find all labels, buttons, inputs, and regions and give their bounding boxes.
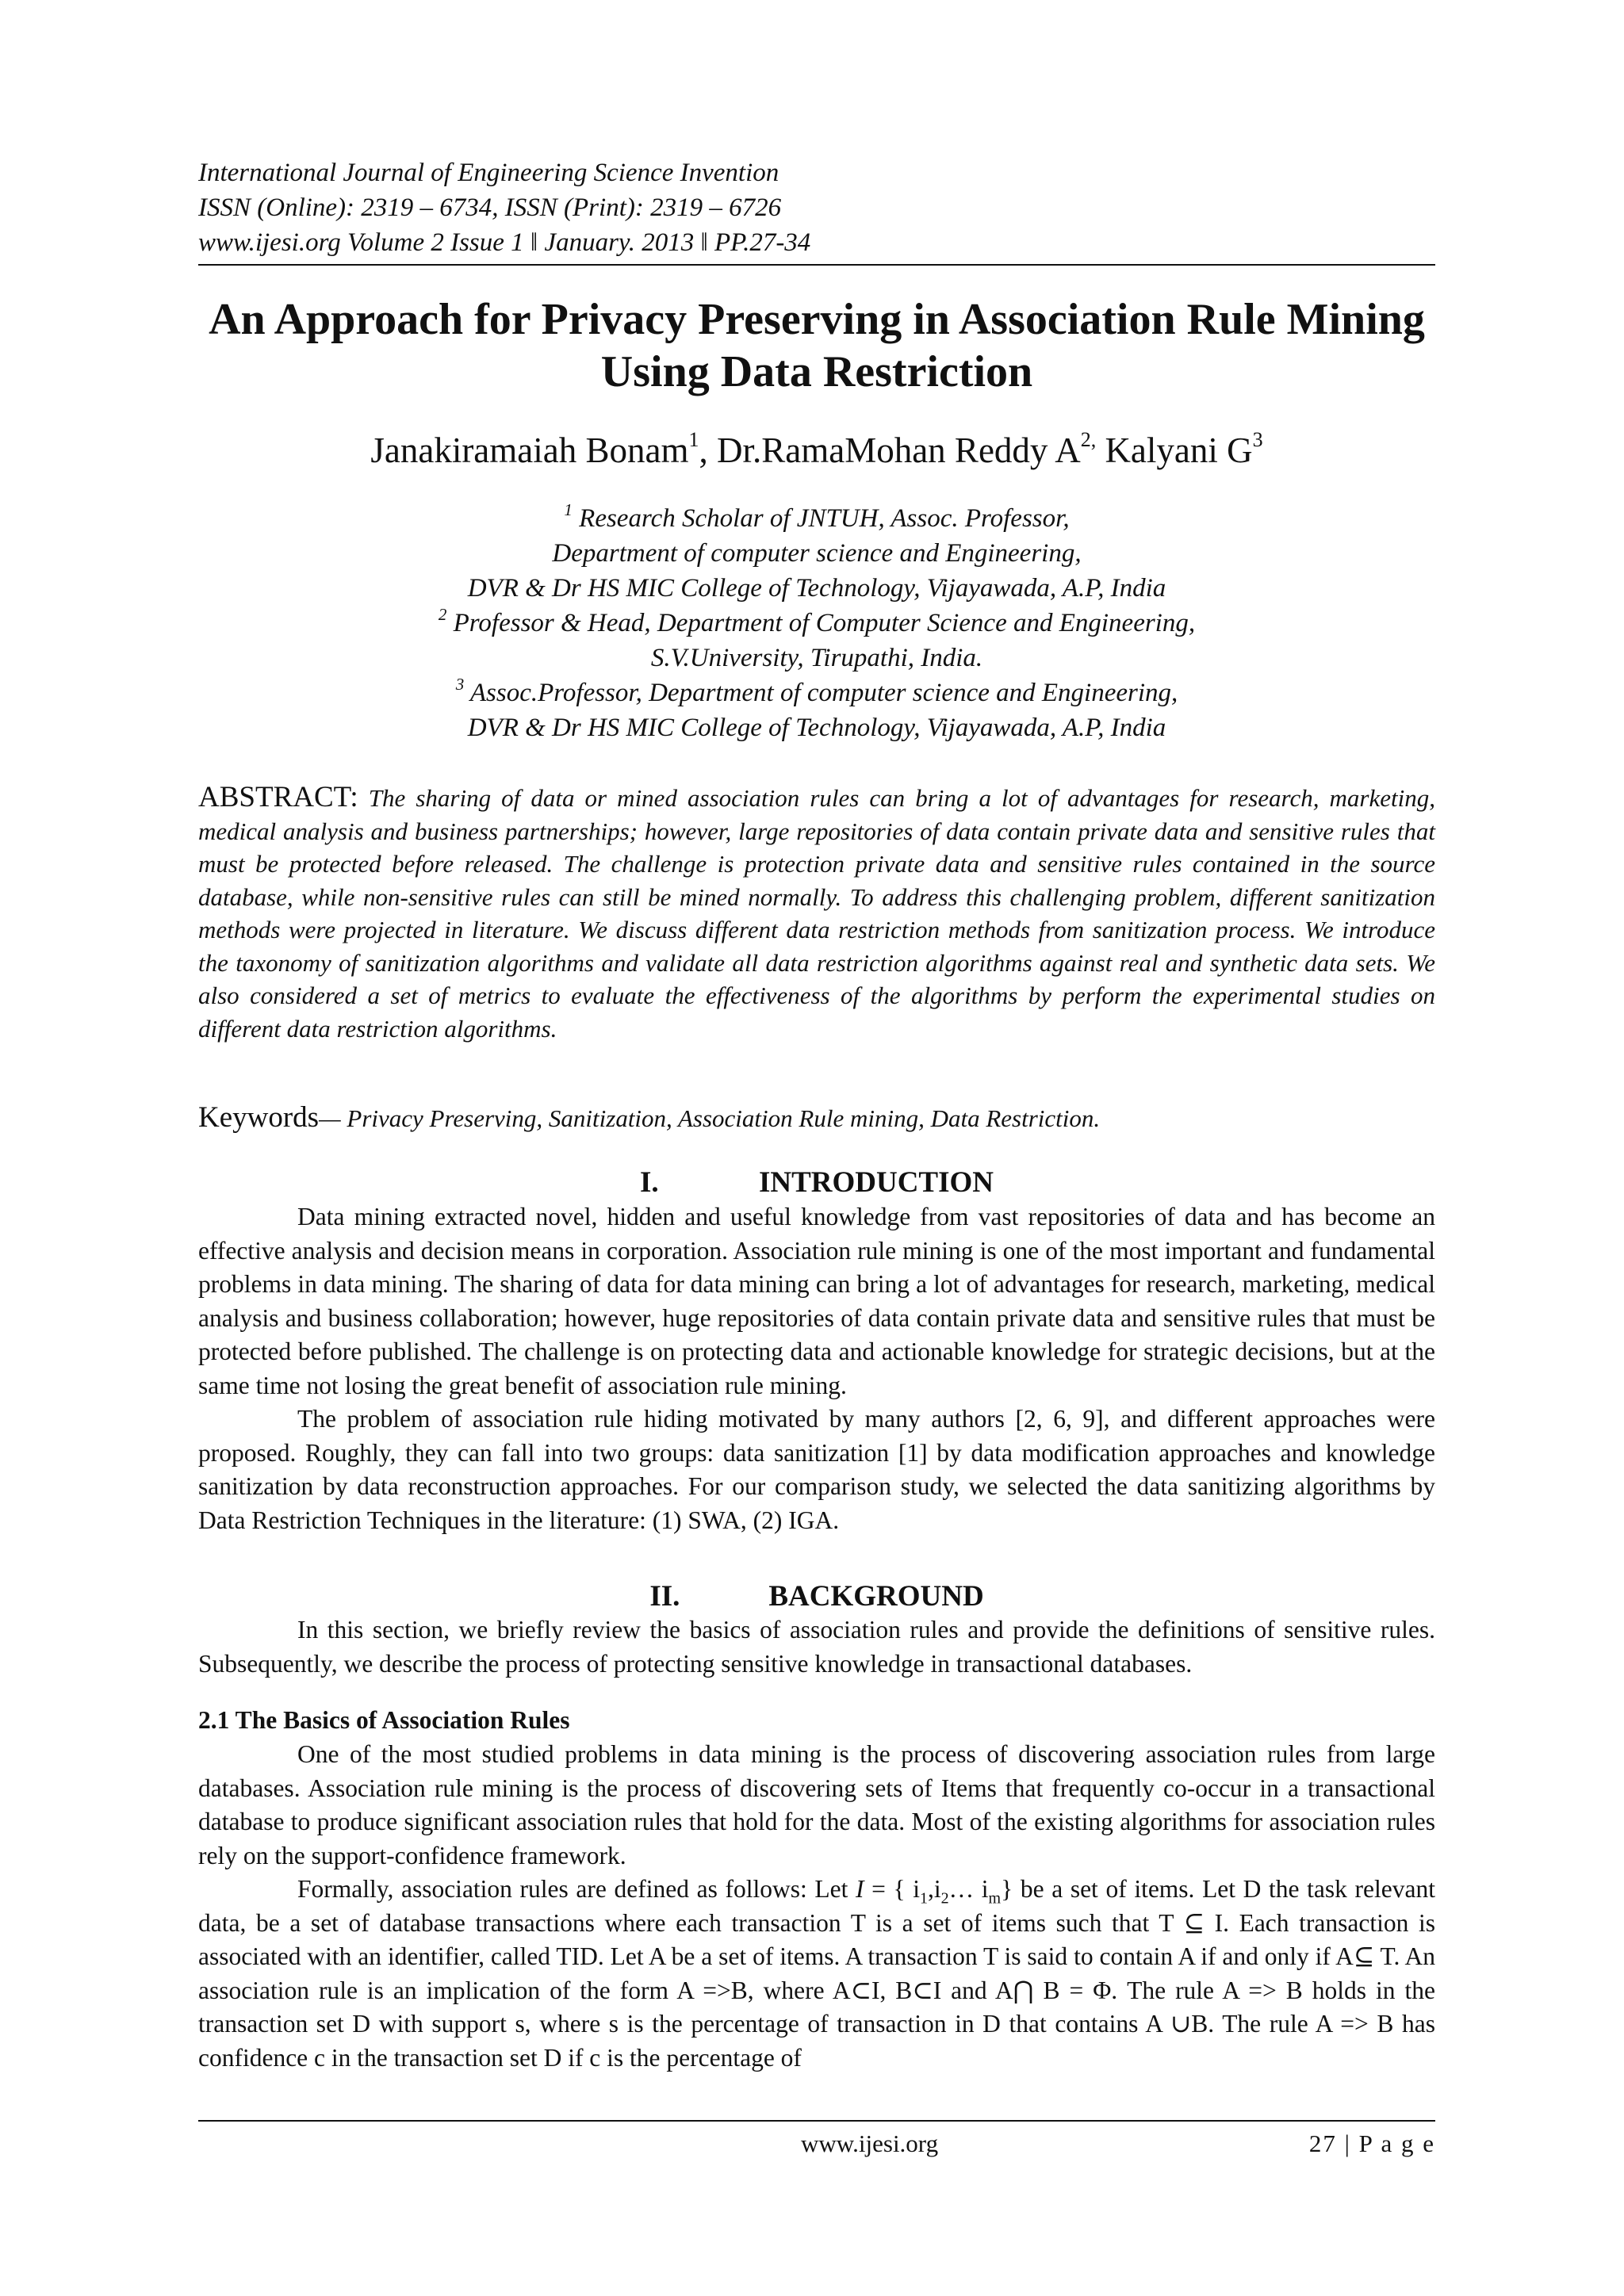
header-rule	[198, 264, 1435, 266]
title-line-1: An Approach for Privacy Preserving in Association Rule Mining	[209, 295, 1425, 344]
journal-name: International Journal of Engineering Science Invention	[198, 159, 779, 187]
author-3-sup: 3	[1252, 428, 1263, 451]
abstract	[198, 781, 1435, 1045]
background-body	[198, 1613, 1435, 1681]
abstract-text: The sharing of data or mined association rules can bring a lot of advantages for research, marketing, medical analysis and business partnerships; however, large repositories of data contain private data and sensitive rules that must be protected before released. The challenge is protection private data and sensitive rules contained in the source database, while non-sensitive rules can still be mined normally. To address this challenging problem, different sanitization methods were projected in literature. We discuss different data restriction methods from sanitization process. We introduce the taxonomy of sanitization algorithms and validate all data restriction algorithms against real and synthetic data sets. We also considered a set of metrics to evaluate the effectiveness of the algorithms by perform the experimental studies on different data restriction algorithms.	[198, 784, 1435, 1043]
paragraph: One of the most studied problems in data mining is the process of discovering association rules from large databases. Association rule mining is the process of discovering sets of Items that frequently co-occur in a transactional database to produce significant association rules that hold for the data. Most of the existing algorithms for association rules rely on the support-confidence framework.	[198, 1740, 1435, 1869]
title-line-2: Using Data Restriction	[600, 347, 1033, 396]
affiliation-line: DVR & Dr HS MIC College of Technology, Vijayawada, A.P, India	[467, 574, 1166, 603]
journal-volume: www.ijesi.org Volume 2 Issue 1 ‖ January. 2013 ‖ PP.27-34	[198, 228, 811, 257]
author-2: , Dr.RamaMohan Reddy A	[699, 430, 1081, 470]
introduction-body	[198, 1200, 1435, 1537]
affiliation-line: $^1$ Research Scholar of JNTUH, Assoc. Professor,	[564, 500, 1070, 533]
affiliation-line: DVR & Dr HS MIC College of Technology, Vijayawada, A.P, India	[467, 714, 1166, 742]
section-heading-introduction: I. INTRODUCTION	[639, 1166, 994, 1199]
paper-title	[198, 293, 1435, 398]
affiliation-line: $^2$ Professor & Head, Department of Computer Science and Engineering,	[438, 605, 1196, 637]
paragraph: The problem of association rule hiding motivated by many authors [2, 6, 9], and different approaches were proposed. Roughly, they can fall into two groups: data sanitization [1] by data modification approaches and knowledge sanitization by data reconstruction approaches. For our comparison study, we selected the data sanitizing algorithms by Data Restriction Techniques in the literature: (1) SWA, (2) IGA.	[198, 1405, 1435, 1534]
author-list	[198, 428, 1435, 473]
author-3: Kalyani G	[1096, 430, 1253, 470]
subsection-body	[198, 1738, 1435, 2075]
affiliations	[198, 501, 1435, 745]
affiliation-line: S.V.University, Tirupathi, India.	[650, 644, 983, 672]
affiliation-line: Department of computer science and Engineering,	[552, 539, 1082, 568]
keywords-label: Keywords	[198, 1101, 320, 1134]
running-header	[198, 155, 1435, 260]
abstract-label: ABSTRACT:	[198, 781, 358, 813]
journal-issn: ISSN (Online): 2319 – 6734, ISSN (Print): 2319 – 6726	[198, 193, 782, 222]
author-2-sup: 2,	[1080, 428, 1097, 451]
paragraph: In this section, we briefly review the basics of association rules and provide the definitions of sensitive rules. Subsequently, we describe the process of protecting sensitive knowledge in transactional databases.	[198, 1616, 1435, 1678]
keywords	[198, 1100, 1435, 1136]
subsection-heading: 2.1 The Basics of Association Rules	[198, 1706, 570, 1734]
paragraph: Data mining extracted novel, hidden and useful knowledge from vast repositories of data and has become an effective analysis and decision means in corporation. Association rule mining is one of the most important and fundamental problems in data mining. The sharing of data for data mining can bring a lot of advantages for research, marketing, medical analysis and business collaboration; however, huge repositories of data contain private data and sensitive rules that must be protected before published. The challenge is on protecting data and actionable knowledge for strategic decisions, but at the same time not losing the great benefit of association rule mining.	[198, 1203, 1435, 1399]
author-1-sup: 1	[688, 428, 699, 451]
footer-page-number: 27 | P a g e	[1308, 2130, 1435, 2157]
footer-rule	[198, 2120, 1435, 2122]
author-1: Janakiramaiah Bonam	[370, 430, 689, 470]
footer-website: www.ijesi.org	[801, 2130, 939, 2157]
affiliation-line: $^3$ Assoc.Professor, Department of computer science and Engineering,	[455, 675, 1178, 707]
section-heading-background: II. BACKGROUND	[649, 1580, 984, 1613]
paragraph: Formally, association rules are defined as follows: Let I = { $i_1,i_2\dots$ $i_m$} be a set of items. Let D the task relevant data, be a set of database transactions where each transaction T is a set of items such that T ⊆ I. Each transaction is associated with an identifier, called TID. Let A be a set of items. A transaction T is said to contain A if and only if A⊆ T. An association rule is an implication of the form A =>B, where A⊂I, B⊂I and A⋂ B = Φ. The rule A => B holds in the transaction set D with support s, where s is the percentage of transaction in D that contains A ∪B. The rule A => B has confidence c in the transaction set D if c is the percentage of	[198, 1875, 1435, 2072]
keywords-text: — Privacy Preserving, Sanitization, Association Rule mining, Data Restriction.	[319, 1104, 1101, 1132]
